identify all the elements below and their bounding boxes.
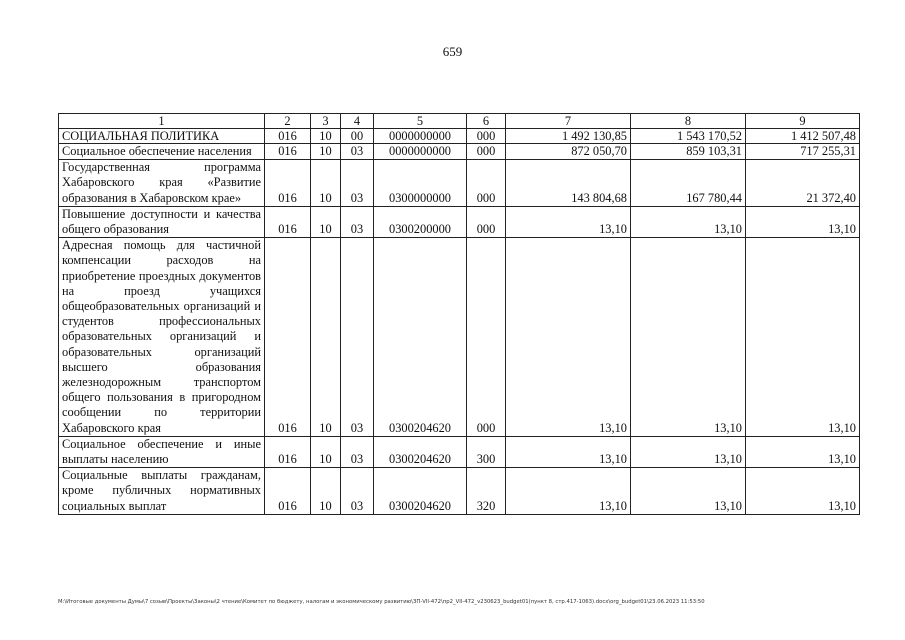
cell-code: 016 <box>265 160 311 207</box>
column-header: 4 <box>341 114 374 129</box>
cell-amount: 13,10 <box>746 206 860 237</box>
cell-code: 000 <box>467 238 506 437</box>
cell-amount: 13,10 <box>746 468 860 515</box>
cell-amount: 13,10 <box>506 436 631 467</box>
cell-code: 0000000000 <box>374 129 467 144</box>
cell-amount: 717 255,31 <box>746 144 860 160</box>
table-row <box>59 436 860 467</box>
table-row <box>59 206 860 237</box>
row-name: СОЦИАЛЬНАЯ ПОЛИТИКА <box>59 129 265 144</box>
table-row <box>59 468 860 515</box>
cell-code: 0300200000 <box>374 206 467 237</box>
cell-code: 0300204620 <box>374 468 467 515</box>
cell-code: 10 <box>311 238 341 437</box>
cell-amount: 1 543 170,52 <box>631 129 746 144</box>
row-name: Повышение доступности и качества общего образования <box>59 206 265 237</box>
cell-code: 300 <box>467 436 506 467</box>
cell-amount: 13,10 <box>631 436 746 467</box>
cell-code: 000 <box>467 129 506 144</box>
cell-code: 03 <box>341 468 374 515</box>
cell-code: 0300204620 <box>374 436 467 467</box>
column-header: 5 <box>374 114 467 129</box>
cell-code: 000 <box>467 144 506 160</box>
cell-code: 016 <box>265 238 311 437</box>
cell-amount: 21 372,40 <box>746 160 860 207</box>
cell-amount: 1 412 507,48 <box>746 129 860 144</box>
table-header-row <box>59 114 860 129</box>
table-row <box>59 144 860 160</box>
cell-amount: 13,10 <box>631 206 746 237</box>
cell-amount: 872 050,70 <box>506 144 631 160</box>
cell-code: 00 <box>341 129 374 144</box>
document-path-footer: M:\Итоговые документы Думы\7 созыв\Проекты\Законы\2 чтение\Комитет по бюджету, налогам и экономическому развитию\ЗП-VII-472\пр2_VII-472_v230623_budget01(пункт 8, стр.417-1063).docx\org_budget01\23.06.2023 11:53:50 <box>58 599 705 605</box>
cell-code: 03 <box>341 144 374 160</box>
cell-code: 03 <box>341 206 374 237</box>
table-row <box>59 129 860 144</box>
cell-code: 016 <box>265 436 311 467</box>
cell-code: 320 <box>467 468 506 515</box>
cell-code: 000 <box>467 160 506 207</box>
row-name: Социальное обеспечение и иные выплаты населению <box>59 436 265 467</box>
page-number: 659 <box>442 44 463 59</box>
row-name: Социальные выплаты гражданам, кроме публичных нормативных социальных выплат <box>59 468 265 515</box>
column-header: 9 <box>746 114 860 129</box>
cell-code: 03 <box>341 238 374 437</box>
cell-code: 000 <box>467 206 506 237</box>
column-header: 7 <box>506 114 631 129</box>
cell-amount: 13,10 <box>631 238 746 437</box>
cell-code: 016 <box>265 144 311 160</box>
cell-code: 016 <box>265 206 311 237</box>
table-row <box>59 238 860 437</box>
cell-code: 10 <box>311 468 341 515</box>
cell-amount: 13,10 <box>746 436 860 467</box>
row-name: Государственная программа Хабаровского края «Развитие образования в Хабаровском крае» <box>59 160 265 207</box>
cell-amount: 13,10 <box>506 238 631 437</box>
cell-amount: 1 492 130,85 <box>506 129 631 144</box>
cell-code: 016 <box>265 468 311 515</box>
cell-amount: 13,10 <box>631 468 746 515</box>
cell-code: 03 <box>341 160 374 207</box>
cell-amount: 13,10 <box>506 206 631 237</box>
cell-code: 10 <box>311 144 341 160</box>
cell-code: 10 <box>311 436 341 467</box>
cell-amount: 167 780,44 <box>631 160 746 207</box>
cell-code: 0300000000 <box>374 160 467 207</box>
cell-code: 03 <box>341 436 374 467</box>
cell-amount: 143 804,68 <box>506 160 631 207</box>
column-header: 6 <box>467 114 506 129</box>
column-header: 2 <box>265 114 311 129</box>
table-row <box>59 160 860 207</box>
cell-amount: 13,10 <box>746 238 860 437</box>
cell-code: 016 <box>265 129 311 144</box>
cell-code: 10 <box>311 160 341 207</box>
cell-code: 0300204620 <box>374 238 467 437</box>
row-name: Социальное обеспечение населения <box>59 144 265 160</box>
cell-amount: 859 103,31 <box>631 144 746 160</box>
column-header: 8 <box>631 114 746 129</box>
cell-code: 0000000000 <box>374 144 467 160</box>
column-header: 3 <box>311 114 341 129</box>
cell-code: 10 <box>311 206 341 237</box>
cell-amount: 13,10 <box>506 468 631 515</box>
budget-table <box>58 113 860 515</box>
cell-code: 10 <box>311 129 341 144</box>
column-header: 1 <box>59 114 265 129</box>
row-name: Адресная помощь для частичной компенсации расходов на приобретение проездных документов на проезд учащихся общеобразовательных организаций и студентов профессиональных образовательных организаций и образовательных организаций высшего образования железнодорожным транспортом общего пользования в пригородном сообщении по территории Хабаровского края <box>59 238 265 437</box>
